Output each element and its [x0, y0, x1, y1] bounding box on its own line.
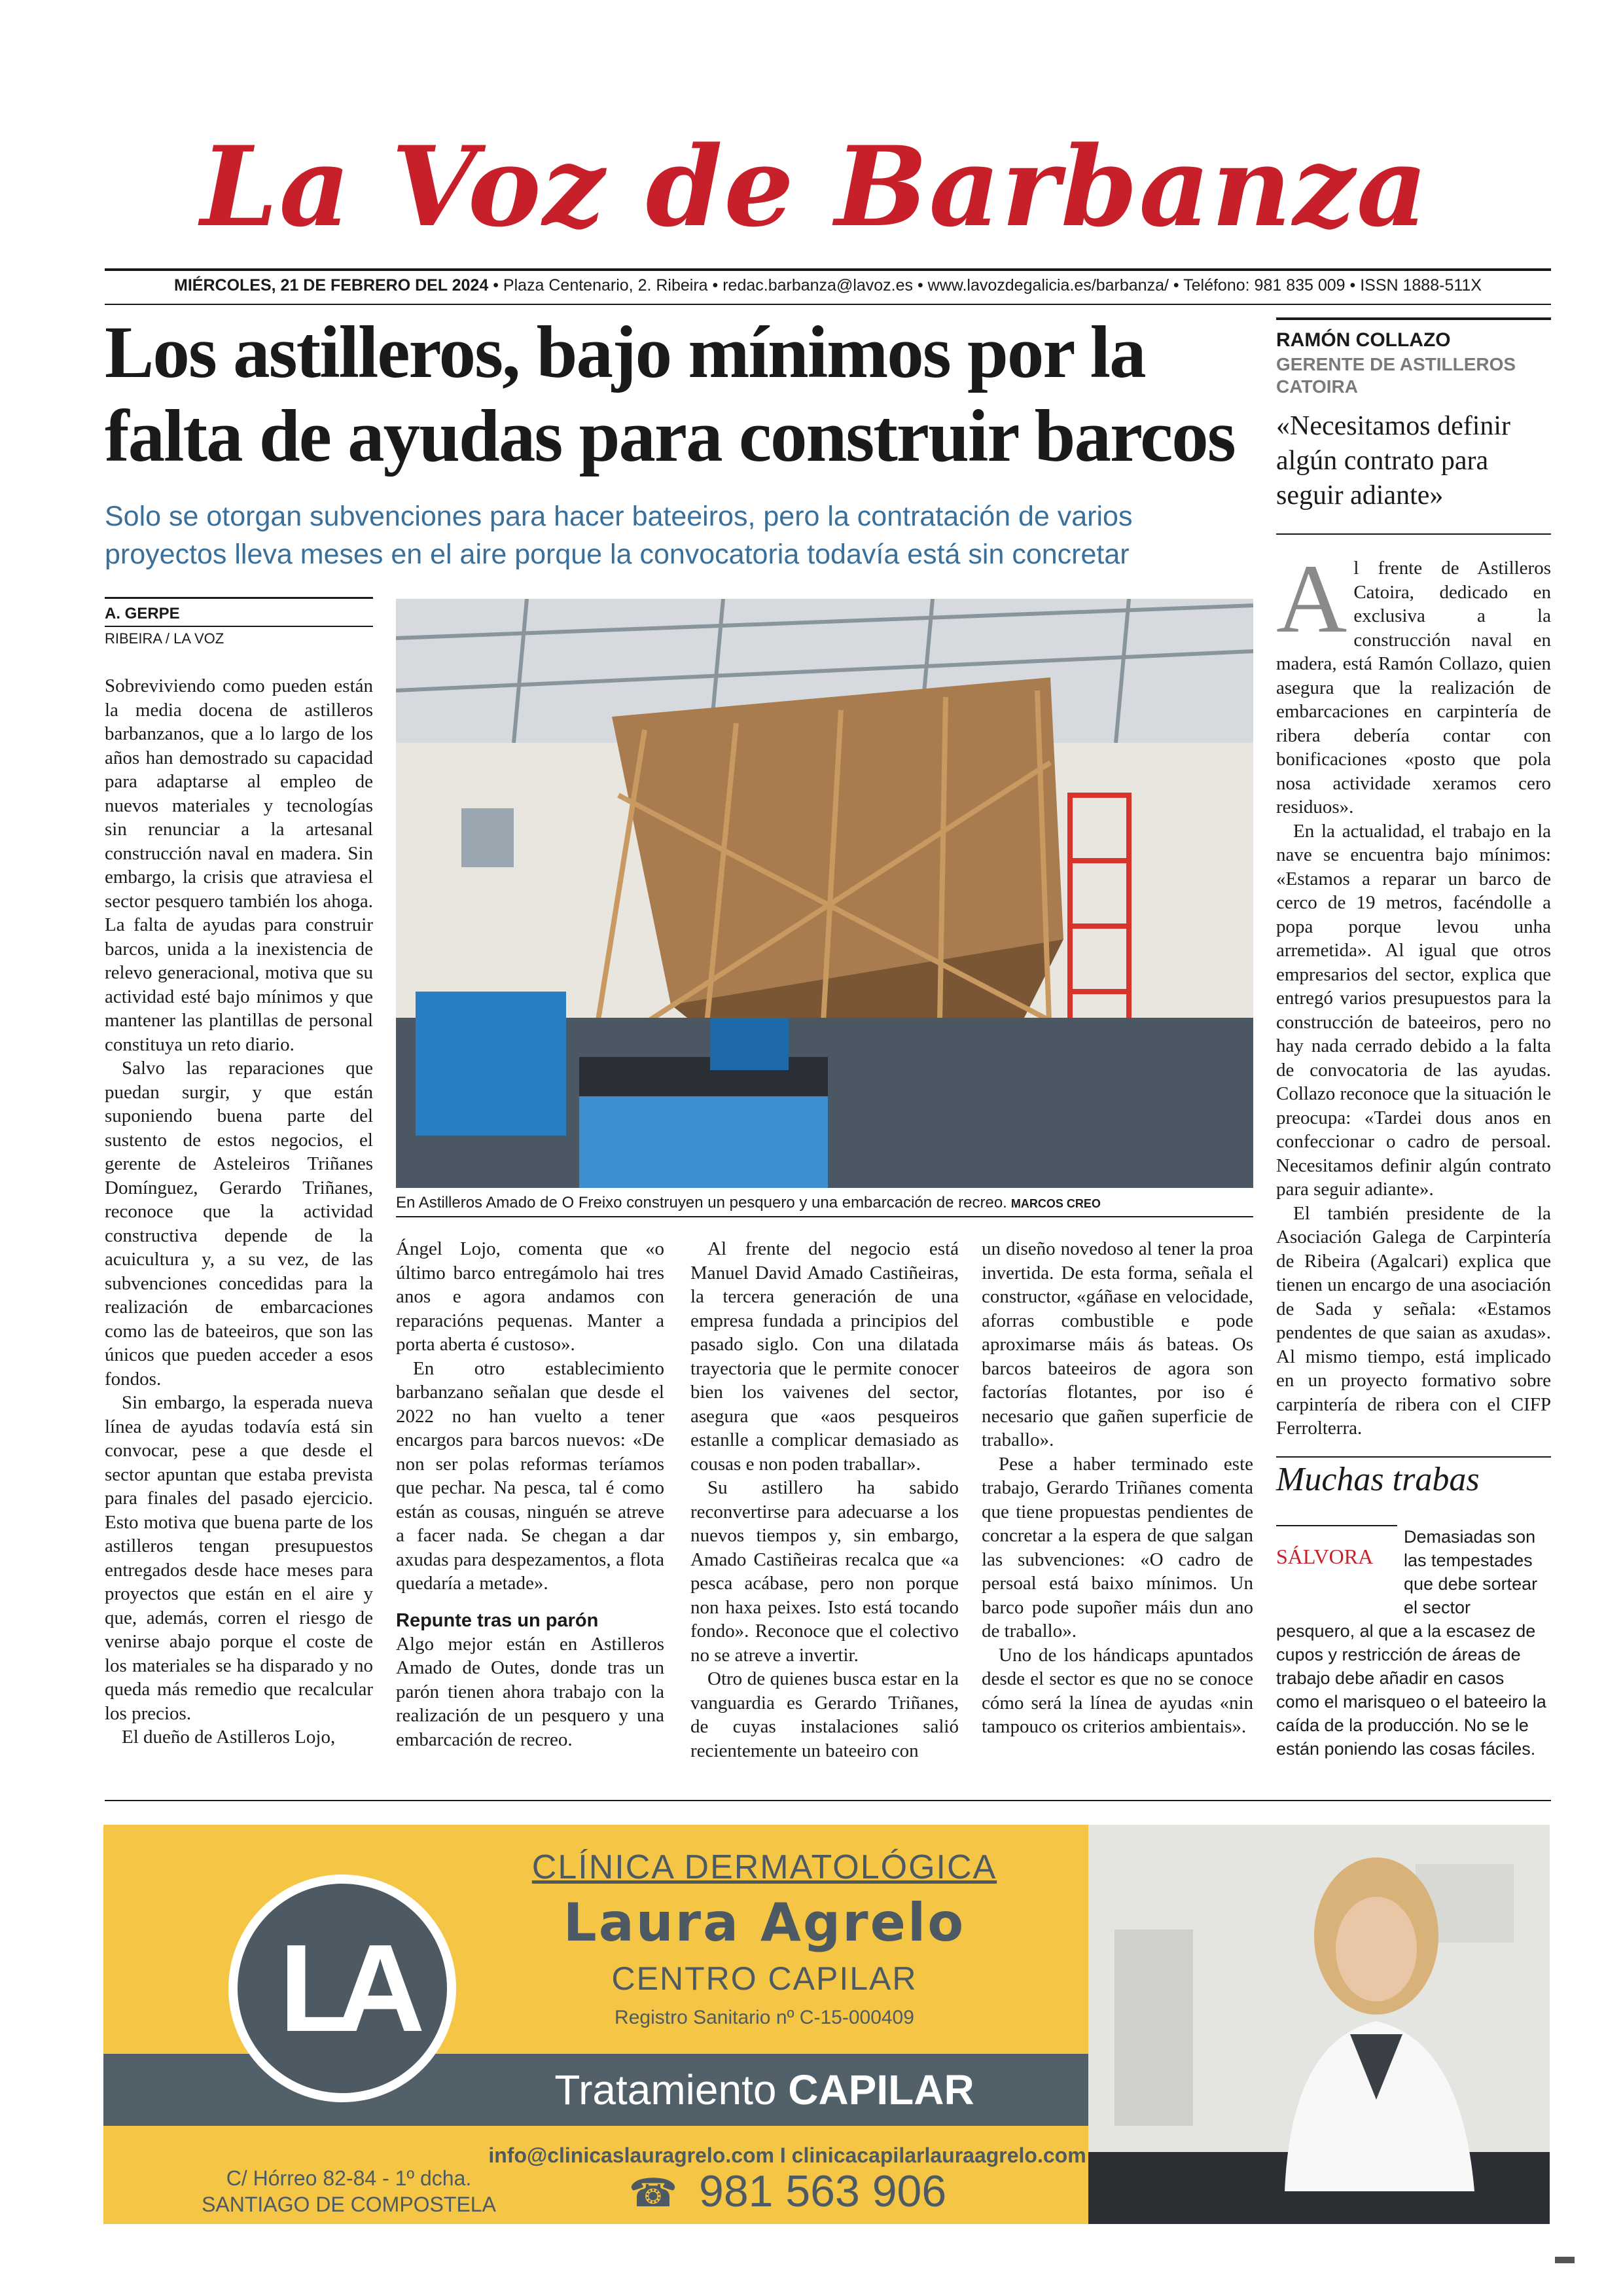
- paragraph: Salvo las reparaciones que puedan surgir, y que están suponiendo buena parte del sustento de estos negocios, el gerente de Asteleiros Triñanes Domínguez, Gerardo Triñanes, reconoce que la actividad constructiva depende de la acuicultura y, a su vez, de las subvenciones concedidas para la realización de embarcaciones como las de bateeiros, que son las únicos que pueden acceder a esos fondos.: [105, 1058, 373, 1390]
- ad-tratamiento: [437, 2054, 1092, 2126]
- paragraph-text: l frente de Astilleros Catoira, dedicado en exclusiva a la construcción naval en madera, está Ramón Collazo, quien asegura que la realización de embarcaciones en carpintería de ribera debería contar con bonificaciones «posto que pola nosa actividade xeramos cero residuos».: [1276, 558, 1551, 817]
- paragraph: Otro de quienes busca estar en la vanguardia es Gerardo Triñanes, de cuyas instalaciones salió recientemente un bateeiro con: [690, 1668, 959, 1761]
- article-column-4: [982, 1237, 1253, 1787]
- page-rule: [105, 1800, 1551, 1801]
- sidebar-rule: [1276, 317, 1551, 320]
- section-subhead: Repunte tras un parón: [396, 1609, 599, 1631]
- dateline-details: • Plaza Centenario, 2. Ribeira • redac.barbanza@lavoz.es • www.lavozdegalicia.es/barbanza/ • Teléfono: 981 835 009 • ISSN 1888-511X: [488, 276, 1482, 295]
- paragraph: Pese a haber terminado este trabajo, Gerardo Triñanes comenta que tiene propuestas pendientes de concretar a la espera de que salgan las subvenciones: «O cadro de persoal está baixo mínimos. Un barco pode supoñer máis dun ano de traballo».: [982, 1453, 1253, 1641]
- paragraph: un diseño novedoso al tener la proa invertida. De esta forma, señala el constructor, «gáñase en velocidade, aforras combustible e pode aproximarse máis ás bateas. Os barcos bateeiros de agora son factorías flotantes, por iso é necesario que gañen superficie de traballo».: [982, 1238, 1253, 1450]
- ad-clinic-type: CLÍNICA DERMATOLÓGICA: [531, 1848, 997, 1886]
- sidebar-role: GERENTE DE ASTILLEROS CATOIRA: [1276, 354, 1516, 397]
- brief-title: Muchas trabas: [1276, 1456, 1551, 1499]
- byline-rule: [105, 597, 373, 599]
- article-photo: [396, 599, 1253, 1188]
- article-column-3: [690, 1237, 959, 1787]
- dateline: [105, 268, 1551, 305]
- clinic-logo-text: LA: [279, 1919, 406, 2058]
- shipyard-photo-illustration: [396, 599, 1253, 1188]
- ad-phone-number: 981 563 906: [699, 2166, 947, 2216]
- ad-address-line: SANTIAGO DE COMPOSTELA: [202, 2193, 496, 2216]
- paragraph: Sin embargo, la esperada nueva línea de ayudas todavía está sin convocar, pese a que desde el sector apuntan que estaba prevista para finales del pasado ejercicio. Esto motiva que buena parte de los astilleros tengan presupuestos entregados desde hace meses para proyectos que están en el aire y que, además, corren el riesgo de venirse abajo porque el coste de los materiales se ha disparado y no queda más remedio que recalcular los precios.: [105, 1392, 373, 1724]
- dropcap: A: [1276, 556, 1347, 653]
- telephone-icon: ☎: [628, 2171, 678, 2215]
- ad-contact: info@clinicaslauragrelo.com I clinicacapilarlauraagrelo.com: [488, 2144, 1086, 2167]
- paragraph: Al frente del negocio está Manuel David Amado Castiñeiras, la tercera generación de una empresa fundada a principios del pasado siglo. Con una dilatada trayectoria que le permite conocer bien los vaivenes del sector, asegura que «aos pesqueiros estanlle a complicar demasiado as cousas e non poden traballar».: [690, 1238, 959, 1475]
- brief-label-rule: [1276, 1525, 1397, 1526]
- ad-photo: [1088, 1825, 1550, 2224]
- paragraph: Sobreviviendo como pueden están la media docena de astilleros barbanzanos, que a lo largo de los años han demostrado su capacidad para adaptarse al empleo de nuevos materiales y tecnologías sin renunciar a la artesanal construcción naval en madera. Sin embargo, la crisis que atraviesa el sector pesquero también los ahoga. La falta de ayudas para construir barcos, unida a la inexistencia de relevo generacional, motiva que su actividad esté bajo mínimos y que mantener las plantillas de personal constituya un reto diario.: [105, 675, 373, 1055]
- sidebar-name: RAMÓN COLLAZO: [1276, 329, 1451, 351]
- photo-caption-text: En Astilleros Amado de O Freixo construyen un pesquero y una embarcación de recreo.: [396, 1194, 1007, 1211]
- paragraph: Su astillero ha sabido reconvertirse para adecuarse a los nuevos tiempos y, sin embargo, Amado Castiñeiras recalca que «a pesca acábase, pero non porque non haxa peixes. Isto está tocando fondo». Reconoce que el colectivo no se atreve a invertir.: [690, 1477, 959, 1666]
- ad-centro: CENTRO CAPILAR: [611, 1960, 918, 1997]
- ad-registro: Registro Sanitario nº C-15-000409: [615, 2007, 914, 2028]
- ad-phone: [627, 2165, 1085, 2217]
- sidebar-body: [1276, 556, 1551, 1440]
- advertisement: [103, 1825, 1550, 2224]
- page-marker: [1555, 2257, 1575, 2263]
- byline: A. GERPE: [105, 602, 373, 627]
- article-column-1: [105, 674, 373, 1787]
- article-headline: Los astilleros, bajo mínimos por la falta de ayudas para construir barcos: [105, 312, 1235, 477]
- edition-date: MIÉRCOLES, 21 DE FEBRERO DEL 2024: [174, 276, 489, 295]
- paragraph: En otro establecimiento barbanzano señalan que desde el 2022 no han vuelto a tener encargos para barcos nuevos: «De non ser polas reformas teríamos que pechar. Na pesca, tal é como están as cousas, ninguén se atreve a facer nada. Se chegan a dar axudas para despezamentos, a flota quedaría a metade».: [396, 1357, 664, 1594]
- clinic-logo: [238, 1884, 447, 2093]
- brief-label: SÁLVORA: [1276, 1545, 1374, 1568]
- paragraph: Algo mejor están en Astilleros Amado de Outes, donde tras un parón tienen ahora trabajo con la realización de un pesquero y una embarcación de recreo.: [396, 1633, 664, 1750]
- ad-address: [202, 2165, 496, 2224]
- paragraph: El dueño de Astilleros Lojo,: [122, 1727, 336, 1748]
- photo-credit: MARCOS CREO: [1010, 1197, 1101, 1210]
- ad-clinic-name: Laura Agrelo: [563, 1892, 966, 1953]
- ad-tratamiento-text: Tratamiento: [554, 2066, 777, 2113]
- paragraph: Ángel Lojo, comenta que «o último barco entregámolo hai tres anos e agora andamos con reparacións pequenas. Manter a porta aberta é custoso».: [396, 1238, 664, 1355]
- masthead-title: La Voz de Barbanza: [200, 122, 1429, 251]
- brief-text: Demasiadas son las tempestades que debe sortear el sector pesquero, al que a la escasez de cupos y restricción de áreas de trabajo debe añadir en casos como el marisqueo o el bateeiro la caída de la producción. No se le están poniendo las cosas fáciles.: [1276, 1527, 1546, 1759]
- byline-location: RIBEIRA / LA VOZ: [105, 630, 224, 647]
- paragraph: El también presidente de la Asociación Galega de Carpintería de Ribeira (Agalcari) explica que tienen un encargo de una asociación de Sada y señala: «Estamos pendentes de que saian as axudas». Al mismo tiempo, está implicado en un proyecto formativo sobre carpintería de ribera con el CIFP Ferrolterra.: [1276, 1202, 1551, 1439]
- ad-tratamiento-bold: CAPILAR: [788, 2066, 974, 2113]
- ad-address-line: C/ Hórreo 82-84 - 1º dcha.: [226, 2166, 472, 2190]
- sidebar-quote: «Necesitamos definir algún contrato para seguir adiante»: [1276, 411, 1511, 511]
- paragraph: [1276, 556, 1551, 819]
- paragraph: En la actualidad, el trabajo en la nave se encuentra bajo mínimos: «Estamos a reparar un barco de cerco de 19 metros, facéndolle a popa porque levou unha arremetida». Al igual que otros empresarios del sector, explica que entregó varios presupuestos para la construcción de bateeiros, pero no hay nada cerrado debido a la falta de convocatoria de las ayudas. Collazo reconoce que la situación le preocupa: «Tardei dous anos en confeccionar o cadro de persoal. Necesitamos definir algún contrato para seguir adiante».: [1276, 820, 1551, 1200]
- article-subhead: Solo se otorgan subvenciones para hacer bateeiros, pero la contratación de varios proyectos lleva meses en el aire porque la convocatoria todavía está sin concretar: [105, 501, 1133, 570]
- photo-caption: [396, 1190, 1253, 1217]
- doctor-photo-illustration: [1088, 1825, 1550, 2224]
- paragraph: Uno de los hándicaps apuntados desde el sector es que no se conoce cómo será la línea de ayudas «nin tampouco os criterios ambientais».: [982, 1644, 1253, 1737]
- article-column-2: [396, 1237, 664, 1787]
- sidebar-rule: [1276, 533, 1551, 535]
